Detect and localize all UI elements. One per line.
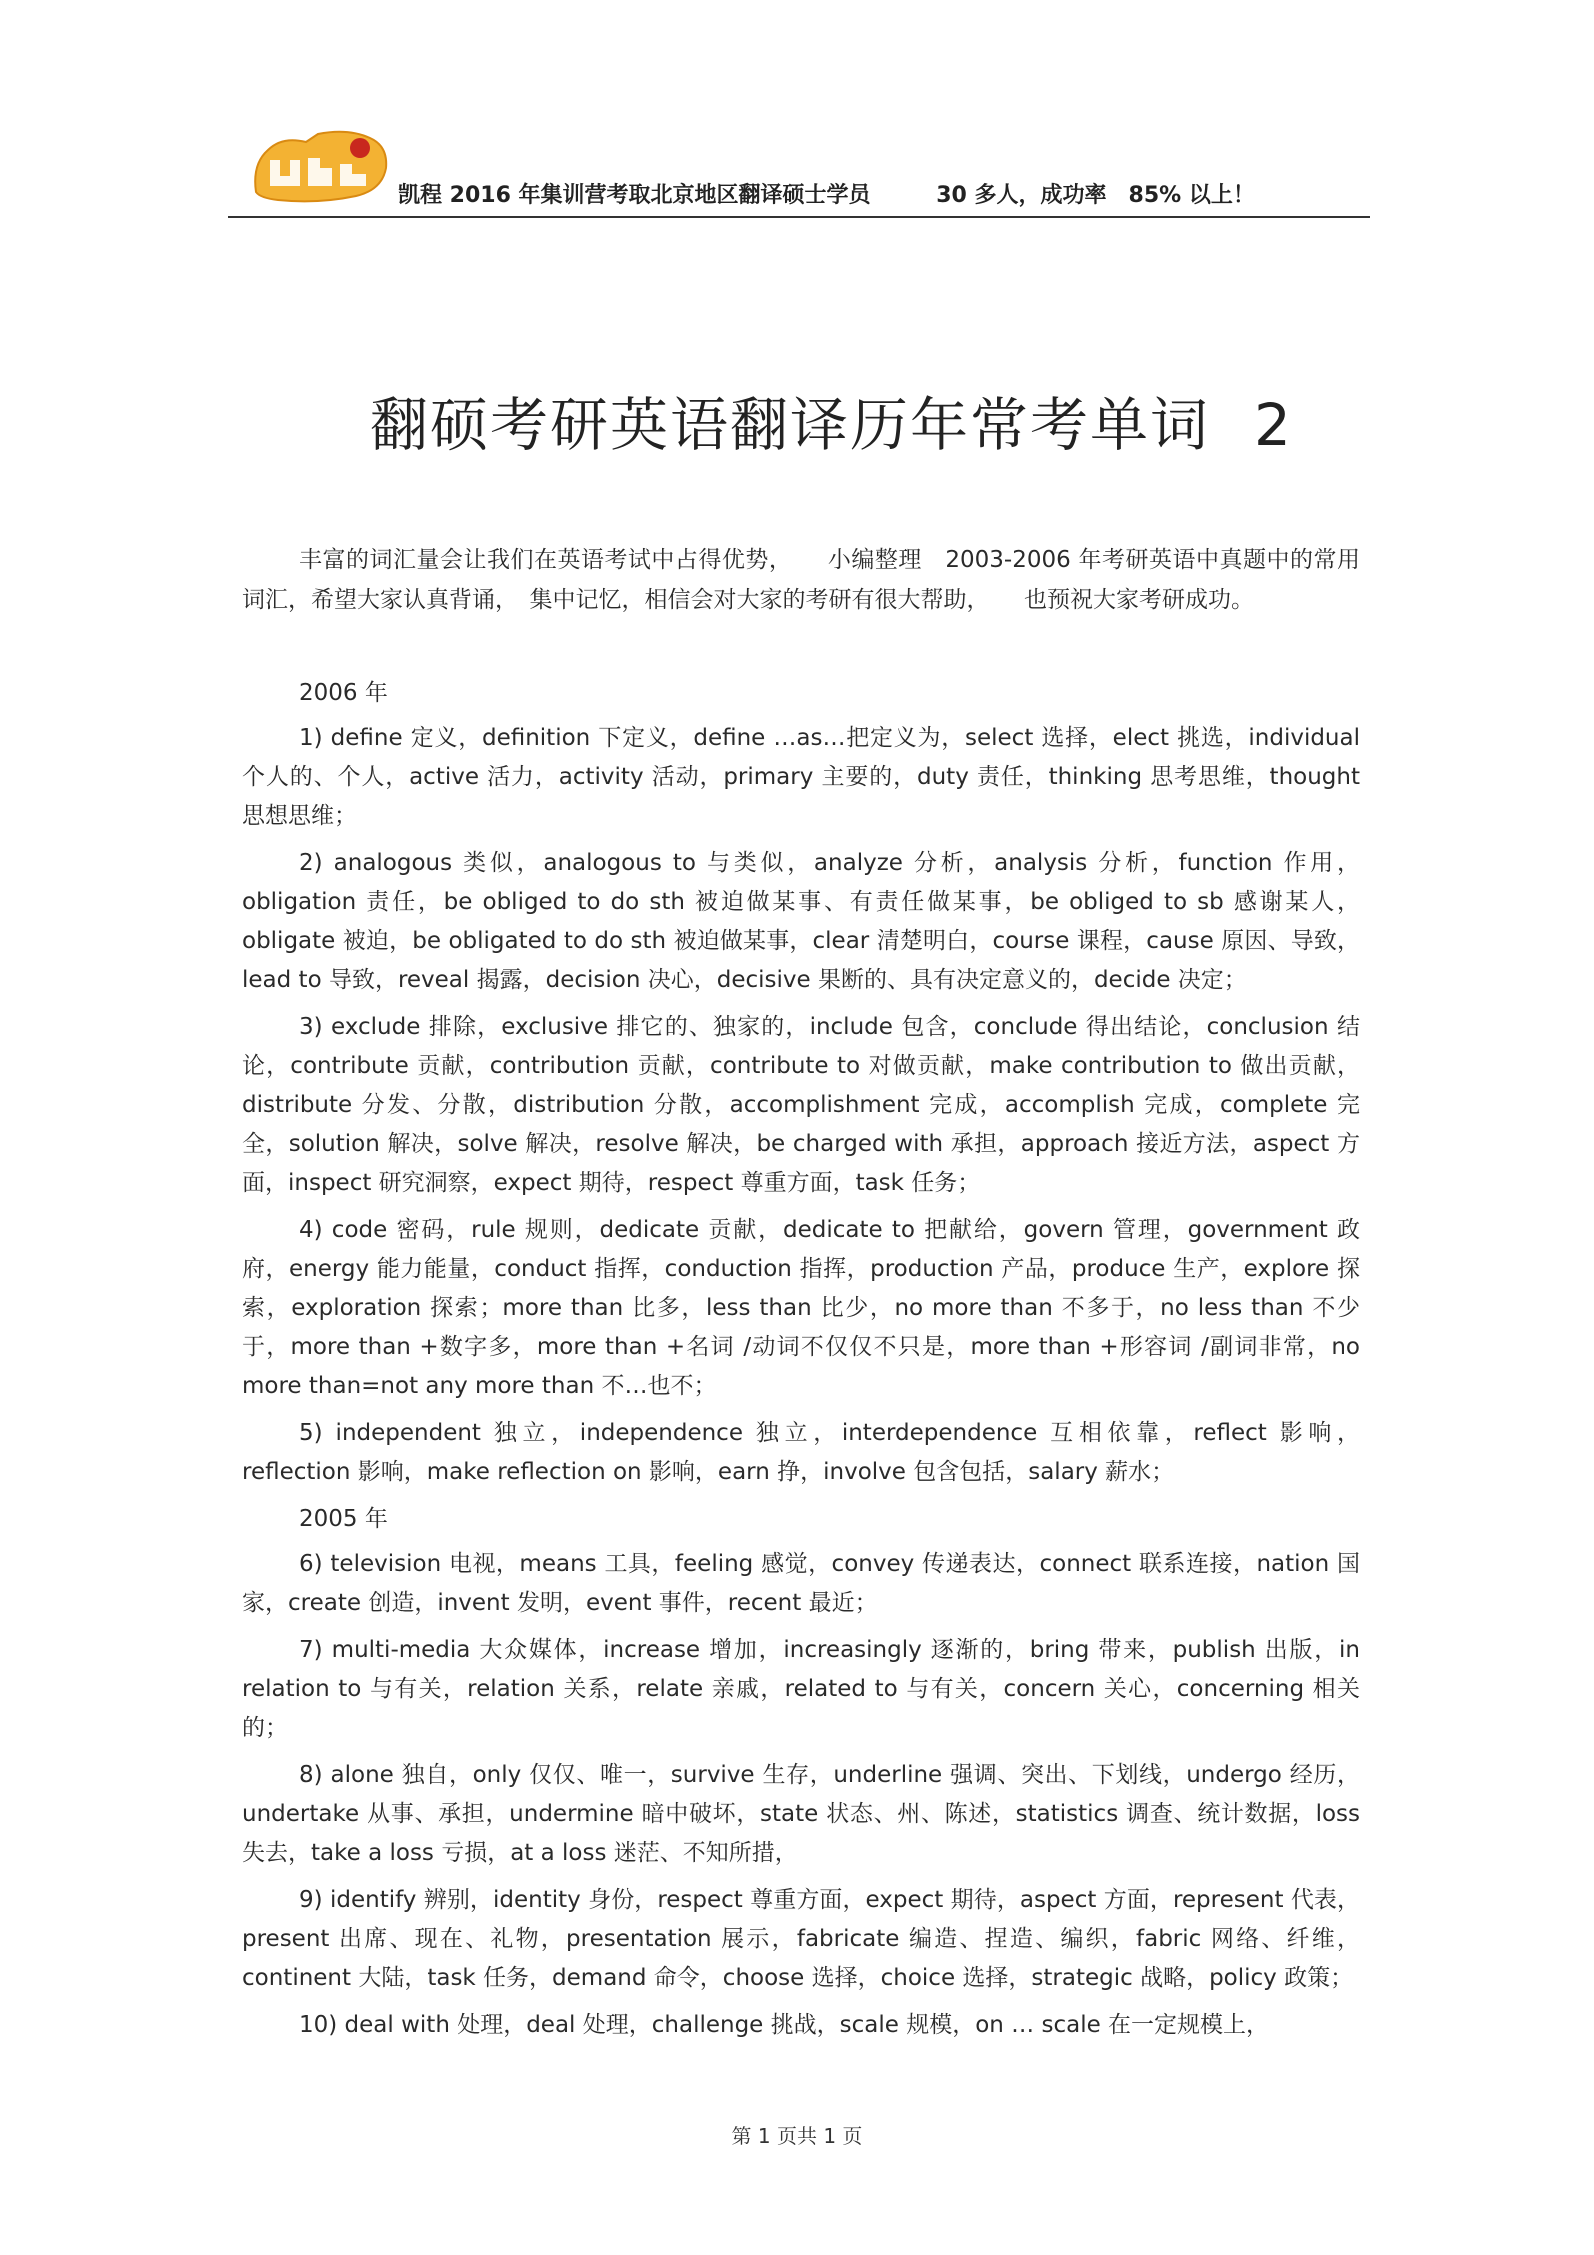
vocab-item: 9) identify 辨别，identity 身份，respect 尊重方面，expect 期待，aspect 方面，represent 代表，present 出席、现在、礼物，presentation 展示，fabricate 编造、捏造、编织，fabric 网络、纤维，continent 大陆，task 任务，demand 命令，choose 选择，choice 选择，strategic 战略，policy 政策； bbox=[242, 1887, 1360, 1991]
year-heading-2006: 2006 年 bbox=[299, 680, 388, 706]
page-footer: 第 1 页共 1 页 bbox=[731, 2124, 863, 2148]
year-heading-2005: 2005 年 bbox=[299, 1506, 388, 1532]
intro-paragraph: 丰富的词汇量会让我们在英语考试中占得优势， 小编整理 2003-2006 年考研英语中真题中的常用词汇，希望大家认真背诵， 集中记忆，相信会对大家的考研有很大帮助， 也预祝大家考研成功。 bbox=[242, 547, 1360, 613]
header-stats: 30 多人，成功率 85% 以上！ bbox=[936, 183, 1255, 208]
header-slogan-line bbox=[398, 178, 1358, 209]
vocab-item: 8) alone 独自，only 仅仅、唯一，survive 生存，underline 强调、突出、下划线，undergo 经历，undertake 从事、承担，undermine 暗中破坏，state 状态、州、陈述，statistics 调查、统计数据，loss 失去，take a loss 亏损，at a loss 迷茫、不知所措， bbox=[242, 1762, 1360, 1866]
header-divider bbox=[228, 216, 1370, 218]
vocab-item: 4) code 密码，rule 规则，dedicate 贡献，dedicate to 把献给，govern 管理，government 政府，energy 能力能量，conduct 指挥，conduction 指挥，production 产品，produce 生产，explore 探索，exploration 探索；more than 比多，less than 比少，no more than 不多于，no less than 不少于，more than +数字多，more than +名词 /动词不仅仅不只是，more than +形容词 /副词非常，no more than=not any more than 不…也不； bbox=[242, 1217, 1360, 1399]
vocab-item: 2) analogous 类似，analogous to 与类似，analyze 分析，analysis 分析，function 作用，obligation 责任，be obliged to do sth 被迫做某事、有责任做某事，be obliged to sb 感谢某人，obligate 被迫，be obligated to do sth 被迫做某事，clear 清楚明白，course 课程，cause 原因、导致，lead to 导致，reveal 揭露，decision 决心，decisive 果断的、具有决定意义的，decide 决定； bbox=[242, 850, 1360, 993]
vocab-item: 3) exclude 排除，exclusive 排它的、独家的，include 包含，conclude 得出结论，conclusion 结论，contribute 贡献，contribution 贡献，contribute to 对做贡献，make contribution to 做出贡献，distribute 分发、分散，distribution 分散，accomplishment 完成，accomplish 完成，complete 完全，solution 解决，solve 解决，resolve 解决，be charged with 承担，approach 接近方法，aspect 方面，inspect 研究洞察，expect 期待，respect 尊重方面，task 任务； bbox=[242, 1014, 1360, 1196]
kaicheng-logo bbox=[248, 124, 398, 204]
title-number: 2 bbox=[1254, 391, 1293, 459]
vocab-item: 5) independent 独立，independence 独立，interdependence 互相依靠，reflect 影响，reflection 影响，make reflection on 影响，earn 挣，involve 包含包括，salary 薪水； bbox=[242, 1420, 1360, 1485]
page-header bbox=[228, 118, 1370, 218]
document-title bbox=[370, 378, 1370, 462]
vocab-item: 6) television 电视，means 工具，feeling 感觉，convey 传递表达，connect 联系连接，nation 国家，create 创造，invent 发明，event 事件，recent 最近； bbox=[242, 1551, 1360, 1616]
vocab-item: 7) multi-media 大众媒体，increase 增加，increasingly 逐渐的，bring 带来，publish 出版，in relation to 与有关，relation 关系，relate 亲戚，related to 与有关，concern 关心，concerning 相关的； bbox=[242, 1637, 1360, 1741]
vocab-item: 1) define 定义，definition 下定义，define …as…把定义为，select 选择，elect 挑选，individual 个人的、个人，active 活力，activity 活动，primary 主要的，duty 责任，thinking 思考思维，thought 思想思维； bbox=[242, 725, 1360, 829]
vocab-item: 10) deal with 处理，deal 处理，challenge 挑战，scale 规模，on … scale 在一定规模上， bbox=[299, 2012, 1270, 2038]
header-slogan: 凯程 2016 年集训营考取北京地区翻译硕士学员 bbox=[398, 183, 871, 208]
title-main: 翻硕考研英语翻译历年常考单词 bbox=[370, 391, 1211, 459]
document-body bbox=[242, 540, 1360, 2053]
